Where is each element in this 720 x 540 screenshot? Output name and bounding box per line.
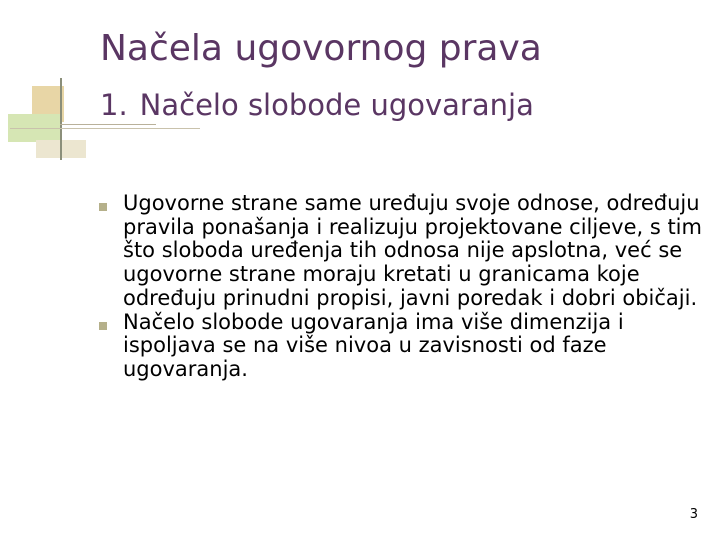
decor-horizontal-line-long [10, 128, 200, 129]
subtitle-number: 1. [100, 88, 128, 122]
bullet-item [96, 311, 706, 382]
subtitle-text: Načelo slobode ugovaranja [139, 88, 534, 122]
bullet-text: Načelo slobode ugovaranja ima više dimenzija i ispoljava se na više nivoa u zavisnosti od faze ugovaranja. [123, 309, 624, 381]
slide-title: Načela ugovornog prava [100, 28, 542, 69]
decor-vertical-line [60, 78, 62, 160]
decor-horizontal-line [60, 124, 156, 125]
bullet-list [96, 192, 706, 382]
square-bullet-icon [99, 203, 107, 211]
bullet-text: Ugovorne strane same uređuju svoje odnose, određuju pravila ponašanja i realizuju projektovane ciljeve, s tim što sloboda uređenja tih odnosa nije apslotna, već se ugovorne strane moraju kretati u granicama koje određuju prinudni propisi, javni poredak i dobri običaji. [123, 191, 702, 310]
slide-subtitle [100, 86, 534, 124]
page-number: 3 [689, 507, 698, 522]
square-bullet-icon [99, 322, 107, 330]
bullet-item [96, 192, 706, 311]
